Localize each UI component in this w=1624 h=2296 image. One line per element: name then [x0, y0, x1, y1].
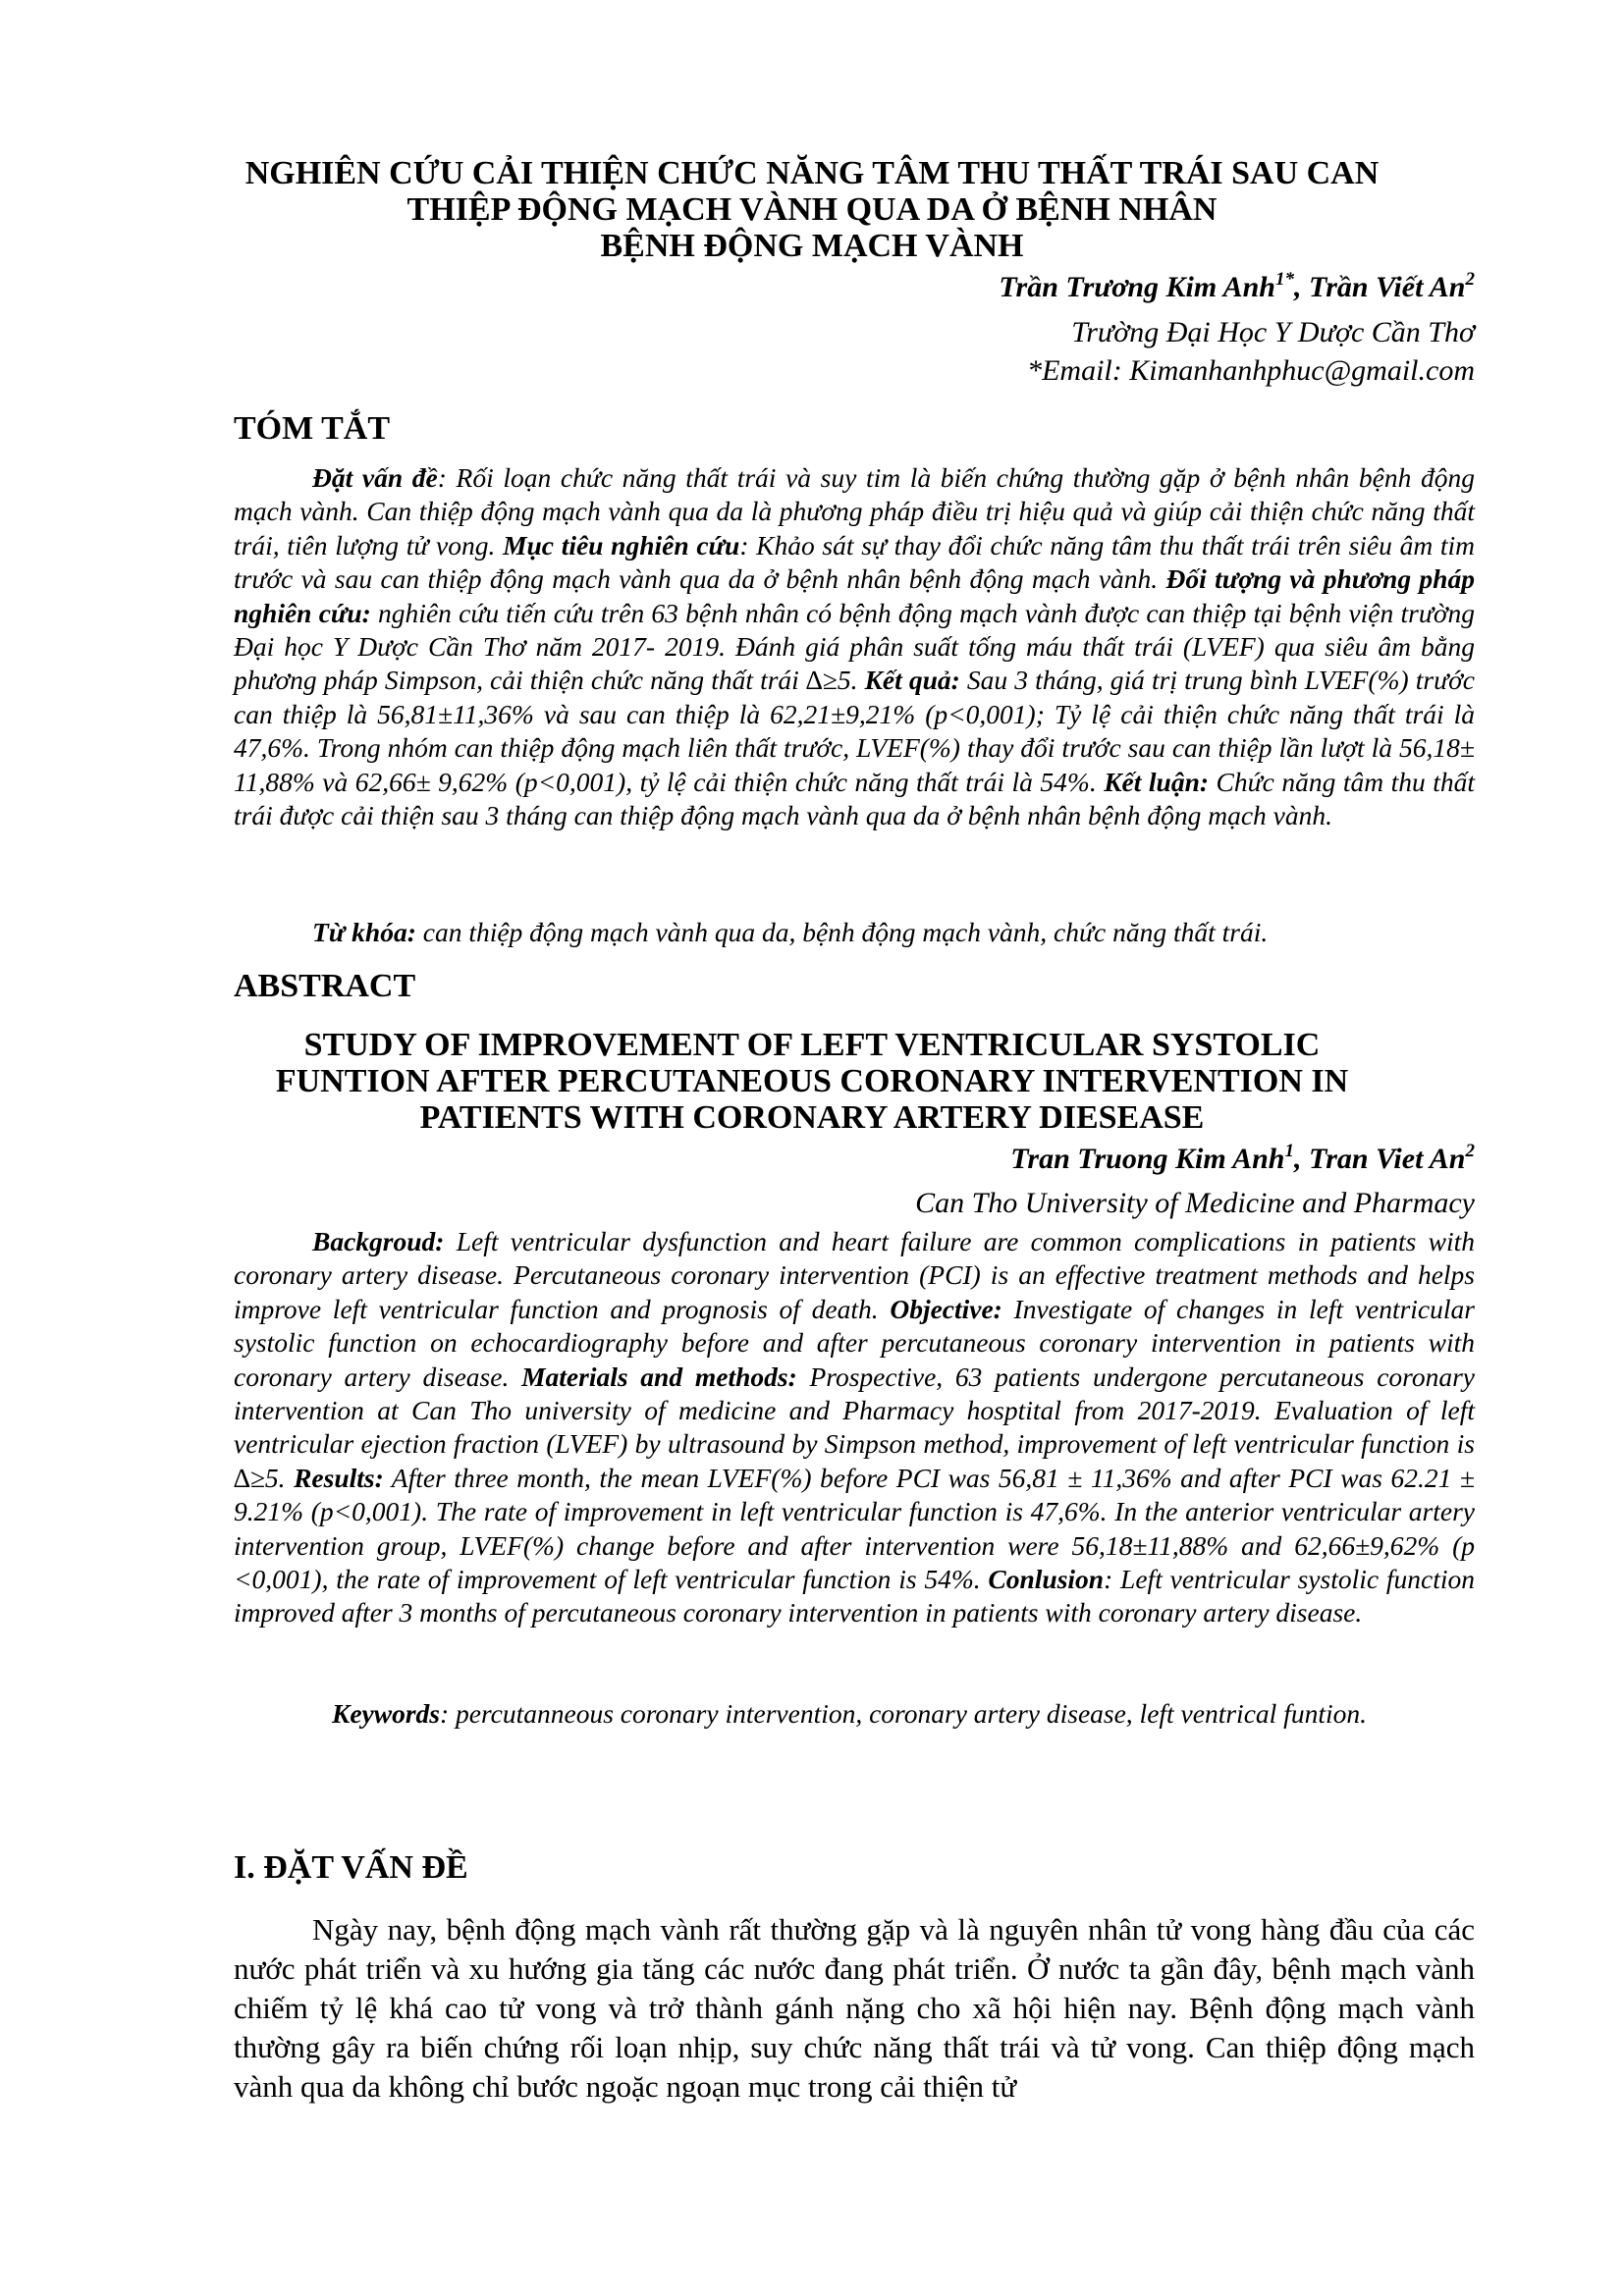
en-abstract-text: Investigate of changes in left ventricular systolic function on echocardiography before and after percutaneous coronary intervention in patients with coronary artery disease. — [234, 1293, 1475, 1392]
vn-title-line: NGHIÊN CỨU CẢI THIỆN CHỨC NĂNG TÂM THU THẤT TRÁI SAU CAN — [244, 155, 1380, 191]
vn-author-2-sup: 2 — [1465, 269, 1475, 290]
vn-author-sep: , — [1294, 271, 1309, 303]
en-title-line: FUNTION AFTER PERCUTANEOUS CORONARY INTERVENTION IN — [275, 1063, 1349, 1099]
en-abstract-label: Backgroud: — [312, 1226, 445, 1256]
en-affiliation: Can Tho University of Medicine and Pharmacy — [915, 1187, 1475, 1219]
section-1-heading: I. ĐẶT VẤN ĐỀ — [234, 1849, 468, 1886]
en-keywords-text: : percutanneous coronary intervention, coronary artery disease, left ventrical funtion. — [440, 1698, 1367, 1729]
vn-abstract — [234, 461, 1475, 832]
vn-abstract-label: Mục tiêu nghiên cứu — [503, 529, 740, 561]
en-author-1: Tran Truong Kim Anh — [1010, 1143, 1285, 1175]
vn-keywords-label: Từ khóa: — [312, 917, 416, 947]
en-abstract-text: After three month, the mean LVEF(%) before PCI was 56,81 ± 11,36% and after PCI was 62.21 ± 9.21% (p<0,001). The rate of improvement in left ventricular function is 47,6%. In the anterior ventricular artery intervention group, LVEF(%) change before and after intervention were 56,18±11,88% and 62,66±9,62% (p <0,001), the rate of improvement of left ventricular function is 54%. — [234, 1462, 1475, 1595]
vn-title-line: BỆNH ĐỘNG MẠCH VÀNH — [600, 228, 1024, 264]
vn-author-2: Trần Viết An — [1309, 271, 1466, 303]
vn-keywords — [234, 915, 1475, 949]
vn-author-1: Trần Trương Kim Anh — [999, 271, 1275, 303]
en-title-line: STUDY OF IMPROVEMENT OF LEFT VENTRICULAR SYSTOLIC — [303, 1027, 1321, 1063]
vn-abstract-text: nghiên cứu tiến cứu trên 63 bệnh nhân có bệnh động mạch vành được can thiệp tại bệnh viện trường Đại học Y Dược Cần Thơ năm 2017- 2019. Đánh giá phân suất tống máu thất trái (LVEF) qua siêu âm bằng phương pháp Simpson, cải thiện chức năng thất trái ∆≥5. — [234, 597, 1475, 696]
en-author-2-sup: 2 — [1465, 1141, 1475, 1161]
abstract-heading: ABSTRACT — [234, 968, 416, 1004]
vn-abstract-label: Đối tượng và phương pháp nghiên cứu: — [234, 563, 1475, 628]
vn-keywords-text: can thiệp động mạch vành qua da, bệnh động mạch vành, chức năng thất trái. — [415, 917, 1269, 947]
en-keywords — [234, 1696, 1475, 1731]
en-keywords-label: Keywords — [332, 1698, 440, 1729]
vn-abstract-text: : Rối loạn chức năng thất trái và suy tim là biến chứng thường gặp ở bệnh nhân bệnh động mạch vành. Can thiệp động mạch vành qua da là phương pháp điều trị hiệu quả và giúp cải thiện chức năng thất trái, tiên lượng tử vong. — [234, 462, 1475, 561]
summary-heading: TÓM TẮT — [234, 410, 391, 447]
en-abstract-text: : Left ventricular systolic function improved after 3 months of percutaneous coronary intervention in patients with coronary artery disease. — [234, 1564, 1475, 1629]
section-1-body: Ngày nay, bệnh động mạch vành rất thường gặp và là nguyên nhân tử vong hàng đầu của các nước phát triển và xu hướng gia tăng các nước đang phát triển. Ở nước ta gần đây, bệnh mạch vành chiếm tỷ lệ khá cao tử vong và trở thành gánh nặng cho xã hội hiện nay. Bệnh động mạch vành thường gây ra biến chứng rối loạn nhịp, suy chức năng thất trái và tử vong. Can thiệp động mạch vành qua da không chỉ bước ngoặc ngoạn mục trong cải thiện tử — [234, 1912, 1475, 2104]
vn-abstract-text: Sau 3 tháng, giá trị trung bình LVEF(%) trước can thiệp là 56,81±11,36% và sau can thiệp là 62,21±9,21% (p<0,001); Tỷ lệ cải thiện chức năng thất trái là 47,6%. Trong nhóm can thiệp động mạch liên thất trước, LVEF(%) thay đổi trước sau can thiệp lần lượt là 56,18± 11,88% và 62,66± 9,62% (p<0,001), tỷ lệ cải thiện chức năng thất trái là 54%. — [234, 665, 1475, 797]
vn-abstract-label: Đặt vấn đề — [312, 462, 438, 493]
vn-abstract-text: : Khảo sát sự thay đổi chức năng tâm thu thất trái trên siêu âm tim trước và sau can thiệp động mạch vành qua da ở bệnh nhân bệnh động mạch vành. — [234, 529, 1476, 595]
en-abstract-label: Results: — [294, 1462, 384, 1493]
en-title — [196, 1027, 1428, 1136]
en-abstract-text: Prospective, 63 patients undergone percutaneous coronary intervention at Can Tho university of medicine and Pharmacy hosptital from 2017-2019. Evaluation of left ventricular ejection fraction (LVEF) by ultrasound by Simpson method, improvement of left ventricular function is ∆≥5. — [234, 1361, 1475, 1493]
vn-affiliation: Trường Đại Học Y Dược Cần Thơ — [1071, 316, 1475, 348]
vn-authors — [999, 271, 1475, 304]
vn-abstract-label: Kết quả: — [864, 665, 960, 696]
en-abstract — [234, 1225, 1475, 1630]
en-author-2: Tran Viet An — [1309, 1143, 1466, 1175]
en-abstract-text: Left ventricular dysfunction and heart failure are common complications in patients with coronary artery disease. Percutaneous coronary intervention (PCI) is an effective treatment methods and helps improve left ventricular function and prognosis of death. — [234, 1226, 1475, 1324]
en-abstract-label: Materials and methods: — [521, 1361, 797, 1392]
vn-abstract-label: Kết luận: — [1104, 766, 1210, 797]
vn-author-1-sup: 1* — [1275, 269, 1294, 290]
en-authors — [1010, 1143, 1475, 1176]
en-author-sep: , — [1294, 1143, 1309, 1175]
vn-title-line: THIỆP ĐỘNG MẠCH VÀNH QUA DA Ở BỆNH NHÂN — [406, 191, 1218, 228]
vn-abstract-text: Chức năng tâm thu thất trái được cải thiện sau 3 tháng can thiệp động mạch vành qua da ở bệnh nhân bệnh động mạch vành. — [234, 766, 1475, 831]
en-title-line: PATIENTS WITH CORONARY ARTERY DIESEASE — [419, 1099, 1205, 1136]
vn-email: *Email: Kimanhanhphuc@gmail.com — [1027, 354, 1475, 387]
en-abstract-label: Conlusion — [988, 1564, 1105, 1595]
vn-title — [196, 155, 1428, 264]
en-abstract-label: Objective: — [890, 1293, 1002, 1324]
en-author-1-sup: 1 — [1284, 1141, 1294, 1161]
